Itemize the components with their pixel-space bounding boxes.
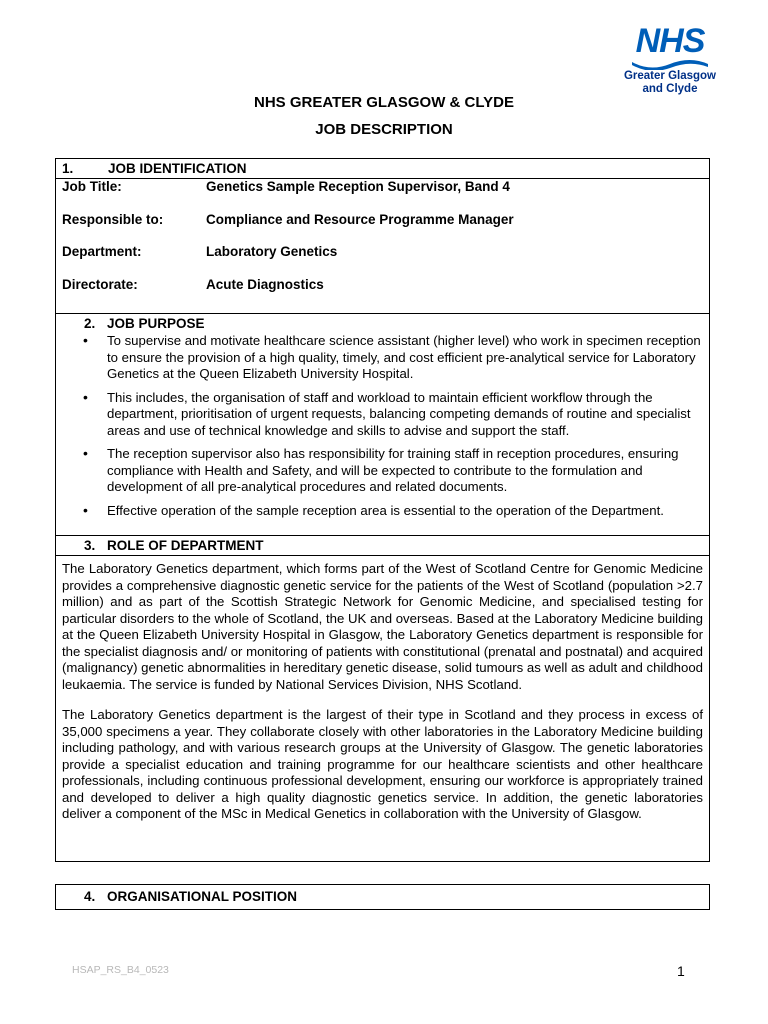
logo-line-2: and Clyde xyxy=(642,83,698,95)
section-role-of-department xyxy=(55,535,710,862)
job-purpose-list xyxy=(56,333,709,519)
section-2-heading xyxy=(56,314,709,333)
logo-brand: NHS xyxy=(635,22,705,60)
directorate-row xyxy=(56,277,709,310)
section-job-purpose xyxy=(55,313,710,536)
list-item: • The reception supervisor also has responsibility for training staff in reception procedures, ensuring compliance with Health and Safety, and will be expected to contribute to the formulation and development of all pre-analytical procedures and related documents. xyxy=(56,446,709,496)
section-1-number: 1. xyxy=(62,161,74,176)
document-title: JOB DESCRIPTION xyxy=(315,121,453,138)
job-title-value: Genetics Sample Reception Supervisor, Band 4 xyxy=(206,179,510,194)
section-4-title: ORGANISATIONAL POSITION xyxy=(107,889,298,904)
list-item: • To supervise and motivate healthcare science assistant (higher level) who work in specimen reception to ensure the provision of a high quality, timely, and cost efficient pre-analytical service for Laboratory Genetics at the Queen Elizabeth University Hospital. xyxy=(56,333,709,383)
section-4-number: 4. xyxy=(84,889,96,904)
section-job-identification xyxy=(55,158,710,314)
responsible-to-label: Responsible to: xyxy=(62,211,164,227)
list-item: • Effective operation of the sample reception area is essential to the operation of the Department. xyxy=(56,503,709,520)
job-title-label: Job Title: xyxy=(62,179,122,194)
logo-line-1: Greater Glasgow xyxy=(623,70,717,82)
department-paragraph-1: The Laboratory Genetics department, which forms part of the West of Scotland Centre for Genomic Medicine provides a comprehensive diagnostic genetic service for the patients of the West of Scotland (population >2.7 million) and as part of the Scottish Strategic Network for Genomic Medicine, and specialised testing for particular disorders to the whole of Scotland, the UK and overseas. Based at the Laboratory Medicine building at the Queen Elizabeth University Hospital in Glasgow, the Laboratory Genetics department is responsible for the specialist diagnosis and/ or monitoring of patients with constitutional (prenatal and postnatal) and acquired (malignancy) genetic abnormalities in hereditary genetic disease, solid tumours as well as adult and childhood leukaemia. The service is funded by National Services Division, NHS Scotland. xyxy=(62,561,703,692)
job-title-row xyxy=(56,179,709,212)
responsible-to-value: Compliance and Resource Programme Manager xyxy=(206,211,514,227)
page-number: 1 xyxy=(677,963,685,979)
document-code: HSAP_RS_B4_0523 xyxy=(72,964,169,976)
department-paragraph-2: The Laboratory Genetics department is the largest of their type in Scotland and they process in excess of 35,000 specimens a year. They collaborate closely with other laboratories in the Laboratory Medicine building including pathology, and with various research groups at the University of Glasgow. The genetic laboratories provide a specialist education and training programme for our healthcare scientists and other healthcare professionals, including continuous professional development, ensuring our workforce is appropriately trained and developed to deliver a high quality diagnostic genetics service. In addition, the genetic laboratories deliver a component of the MSc in Medical Genetics in collaboration with the University of Glasgow. xyxy=(62,707,703,821)
responsible-to-row xyxy=(56,212,709,245)
section-3-number: 3. xyxy=(84,538,96,553)
department-value: Laboratory Genetics xyxy=(206,244,338,259)
directorate-label: Directorate: xyxy=(62,276,138,292)
organisation-title: NHS GREATER GLASGOW & CLYDE xyxy=(253,94,515,111)
list-item: • This includes, the organisation of staff and workload to maintain efficient workflow through the department, prioritisation of urgent requests, balancing competing demands of routine and specialist areas and use of technical knowledge and skills to advise and support the staff. xyxy=(56,390,709,440)
section-3-heading xyxy=(56,536,709,556)
section-1-title: JOB IDENTIFICATION xyxy=(108,161,247,176)
directorate-value: Acute Diagnostics xyxy=(206,276,324,292)
section-3-title: ROLE OF DEPARTMENT xyxy=(107,538,264,553)
nhs-logo xyxy=(620,24,720,96)
department-row xyxy=(56,244,709,277)
section-1-heading xyxy=(56,159,709,179)
section-2-title: JOB PURPOSE xyxy=(107,316,205,331)
department-label: Department: xyxy=(62,244,142,259)
section-organisational-position xyxy=(55,884,710,910)
section-2-number: 2. xyxy=(84,316,96,331)
section-4-heading xyxy=(56,885,709,909)
